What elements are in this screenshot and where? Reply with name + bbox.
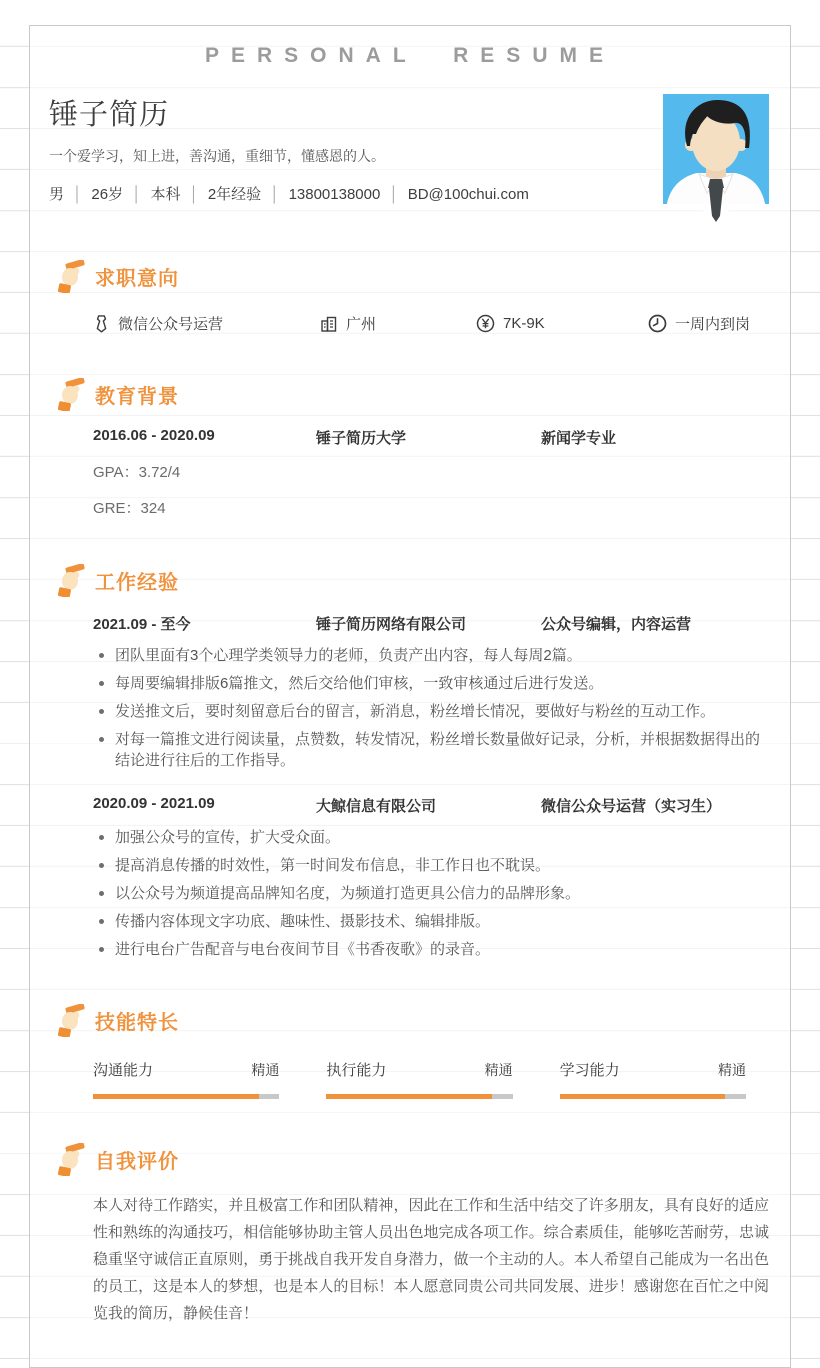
skill-level: 精通 xyxy=(251,1062,280,1078)
intent-availability xyxy=(648,313,767,334)
avatar xyxy=(663,94,769,224)
skill-item xyxy=(326,1059,512,1099)
job-bullet: 以公众号为频道提高品牌知名度，为频道打造更具公信力的品牌形象。 xyxy=(93,883,767,904)
job-period: 2020.09 - 2021.09 xyxy=(93,795,215,812)
intent-availability-label: 一周内到岗 xyxy=(675,316,751,333)
info-gender: 男 xyxy=(49,186,65,203)
skill-progress-fill xyxy=(93,1094,259,1099)
intent-city-label: 广州 xyxy=(346,316,377,333)
section-experience xyxy=(30,564,790,960)
section-title: 工作经验 xyxy=(95,572,179,594)
resume-page xyxy=(29,25,791,1368)
info-email: BD@100chui.com xyxy=(407,186,529,203)
job-header-row xyxy=(93,795,767,816)
intent-salary xyxy=(476,314,648,333)
job-role: 公众号编辑，内容运营 xyxy=(541,616,692,633)
skill-name: 学习能力 xyxy=(559,1062,620,1079)
job-bullet: 发送推文后，要时刻留意后台的留言，新消息，粉丝增长情况，要做好与粉丝的互动工作。 xyxy=(93,701,767,722)
job-bullet: 进行电台广告配音与电台夜间节目《书香夜歌》的录音。 xyxy=(93,939,767,960)
job-bullet: 提高消息传播的时效性，第一时间发布信息，非工作日也不耽误。 xyxy=(93,855,767,876)
info-phone: 13800138000 xyxy=(288,186,381,203)
job-period: 2021.09 - 至今 xyxy=(93,616,191,633)
skill-progress-bar xyxy=(93,1094,279,1099)
section-title: 自我评价 xyxy=(95,1151,179,1173)
skill-progress-bar xyxy=(326,1094,512,1099)
intent-salary-label: 7K-9K xyxy=(503,315,545,332)
hand-pen-icon xyxy=(58,1004,86,1037)
job-bullets xyxy=(93,827,767,960)
education-major: 新闻学专业 xyxy=(541,430,617,447)
education-row xyxy=(93,427,767,448)
education-period: 2016.06 - 2020.09 xyxy=(93,427,215,444)
job-bullet: 团队里面有3个心理学类领导力的老师，负责产出内容，每人每周2篇。 xyxy=(93,645,767,666)
job-bullet: 对每一篇推文进行阅读量，点赞数，转发情况，粉丝增长数量做好记录，分析，并根据数据得出的结论进行往后的工作指导。 xyxy=(93,729,767,771)
intent-city xyxy=(320,313,476,334)
job-bullets xyxy=(93,645,767,771)
section-education xyxy=(30,378,790,520)
section-title: 求职意向 xyxy=(95,268,179,290)
skill-level: 精通 xyxy=(484,1062,513,1078)
skill-progress-fill xyxy=(326,1094,492,1099)
hand-pen-icon xyxy=(58,378,86,411)
skills-grid xyxy=(93,1059,746,1099)
self-evaluation-text: 本人对待工作踏实，并且极富工作和团队精神，因此在工作和生活中结交了许多朋友，具有良好的适应性和熟练的沟通技巧，相信能够协助主管人员出色地完成各项工作。综合素质佳，能够吃苦耐劳，忠诚稳重坚守诚信正直原则，勇于挑战自我开发自身潜力，做一个主动的人。本人希望自己能成为一名出色的员工，这是本人的梦想，也是本人的目标！本人愿意同贵公司共同发展、进步！感谢您在百忙之中阅览我的简历，静候佳音！ xyxy=(93,1197,769,1322)
info-age: 26岁 xyxy=(91,186,124,203)
intent-position xyxy=(93,313,320,334)
job-company: 锤子简历网络有限公司 xyxy=(316,616,467,633)
hand-pen-icon xyxy=(58,564,86,597)
candidate-tagline: 一个爱学习，知上进，善沟通，重细节，懂感恩的人。 xyxy=(49,148,385,164)
section-heading xyxy=(58,564,767,597)
page-watermark: PERSONAL RESUME xyxy=(205,44,615,67)
section-title: 技能特长 xyxy=(95,1012,179,1034)
intent-items xyxy=(93,313,767,334)
section-heading xyxy=(58,1004,767,1037)
skill-item xyxy=(560,1059,746,1099)
resume-header xyxy=(30,68,790,228)
info-separator: │ xyxy=(270,186,280,203)
job-company: 大鲸信息有限公司 xyxy=(316,798,437,815)
info-degree: 本科 xyxy=(150,186,181,203)
info-experience: 2年经验 xyxy=(207,186,262,203)
skill-item xyxy=(93,1059,279,1099)
section-self-evaluation xyxy=(30,1143,790,1327)
job-entry xyxy=(93,795,767,960)
candidate-name: 锤子简历 xyxy=(49,99,170,131)
yen-icon xyxy=(476,314,495,333)
education-gre: GRE：324 xyxy=(93,500,166,517)
section-skills xyxy=(30,1004,790,1099)
skill-progress-bar xyxy=(560,1094,746,1099)
job-role: 微信公众号运营（实习生） xyxy=(541,798,722,815)
clock-icon xyxy=(648,314,667,333)
job-bullet: 每周要编辑排版6篇推文，然后交给他们审核，一致审核通过后进行发送。 xyxy=(93,673,767,694)
job-entry xyxy=(93,613,767,771)
section-heading xyxy=(58,260,767,293)
info-separator: │ xyxy=(73,186,83,203)
job-header-row xyxy=(93,613,767,634)
skill-level: 精通 xyxy=(717,1062,746,1078)
skill-progress-fill xyxy=(560,1094,726,1099)
avatar-illustration xyxy=(663,94,769,224)
section-heading xyxy=(58,378,767,411)
education-gpa: GPA：3.72/4 xyxy=(93,464,181,481)
info-separator: │ xyxy=(389,186,399,203)
section-title: 教育背景 xyxy=(95,386,179,408)
job-bullet: 加强公众号的宣传，扩大受众面。 xyxy=(93,827,767,848)
building-icon xyxy=(320,315,338,333)
education-school: 锤子简历大学 xyxy=(316,430,407,447)
skill-name: 沟通能力 xyxy=(93,1062,154,1079)
info-separator: │ xyxy=(189,186,199,203)
job-bullet: 传播内容体现文字功底、趣味性、摄影技术、编辑排版。 xyxy=(93,911,767,932)
hand-pen-icon xyxy=(58,260,86,293)
tie-icon xyxy=(93,314,110,333)
intent-position-label: 微信公众号运营 xyxy=(118,316,224,333)
section-job-intent xyxy=(30,260,790,334)
info-separator: │ xyxy=(132,186,142,203)
skill-name: 执行能力 xyxy=(326,1062,387,1079)
